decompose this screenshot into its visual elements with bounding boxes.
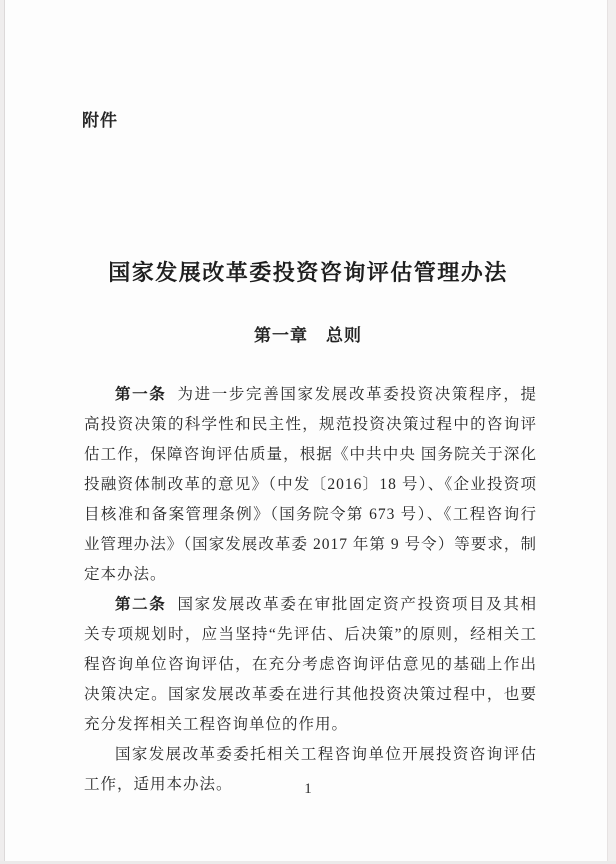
scan-edge-right (607, 0, 616, 864)
article-2-text: 国家发展改革委在审批固定资产投资项目及其相关专项规划时，应当坚持“先评估、后决策”的原则，经相关工程咨询单位咨询评估，在充分考虑咨询评估意见的基础上作出决策决定。国家发展改革委在进行其他投资决策过程中，也要充分发挥相关工程咨询单位的作用。 (84, 596, 537, 733)
article-2-lead: 第二条 (115, 596, 167, 613)
paragraph-article-1 (84, 380, 537, 590)
scan-edge-left (0, 0, 5, 864)
chapter-heading: 第一章 总则 (254, 326, 362, 345)
document-body (84, 380, 537, 800)
paragraph-article-2 (84, 590, 537, 740)
article-2-continued-text: 国家发展改革委委托相关工程咨询单位开展投资咨询评估工作，适用本办法。 (84, 746, 537, 793)
document-title: 国家发展改革委投资咨询评估管理办法 (108, 260, 508, 285)
article-1-text: 为进一步完善国家发展改革委投资决策程序，提高投资决策的科学性和民主性，规范投资决策过程中的咨询评估工作，保障咨询评估质量，根据《中共中央 国务院关于深化投融资体制改革的意见》（中发〔2016〕18 号）、《企业投资项目核准和备案管理条例》（国务院令第 673 号）、《工程咨询行业管理办法》（国家发展改革委 2017 年第 9 号令）等要求，制定本办法。 (84, 386, 537, 583)
page-number: 1 (304, 781, 312, 797)
article-1-lead: 第一条 (115, 386, 167, 403)
attachment-label: 附件 (82, 111, 118, 130)
